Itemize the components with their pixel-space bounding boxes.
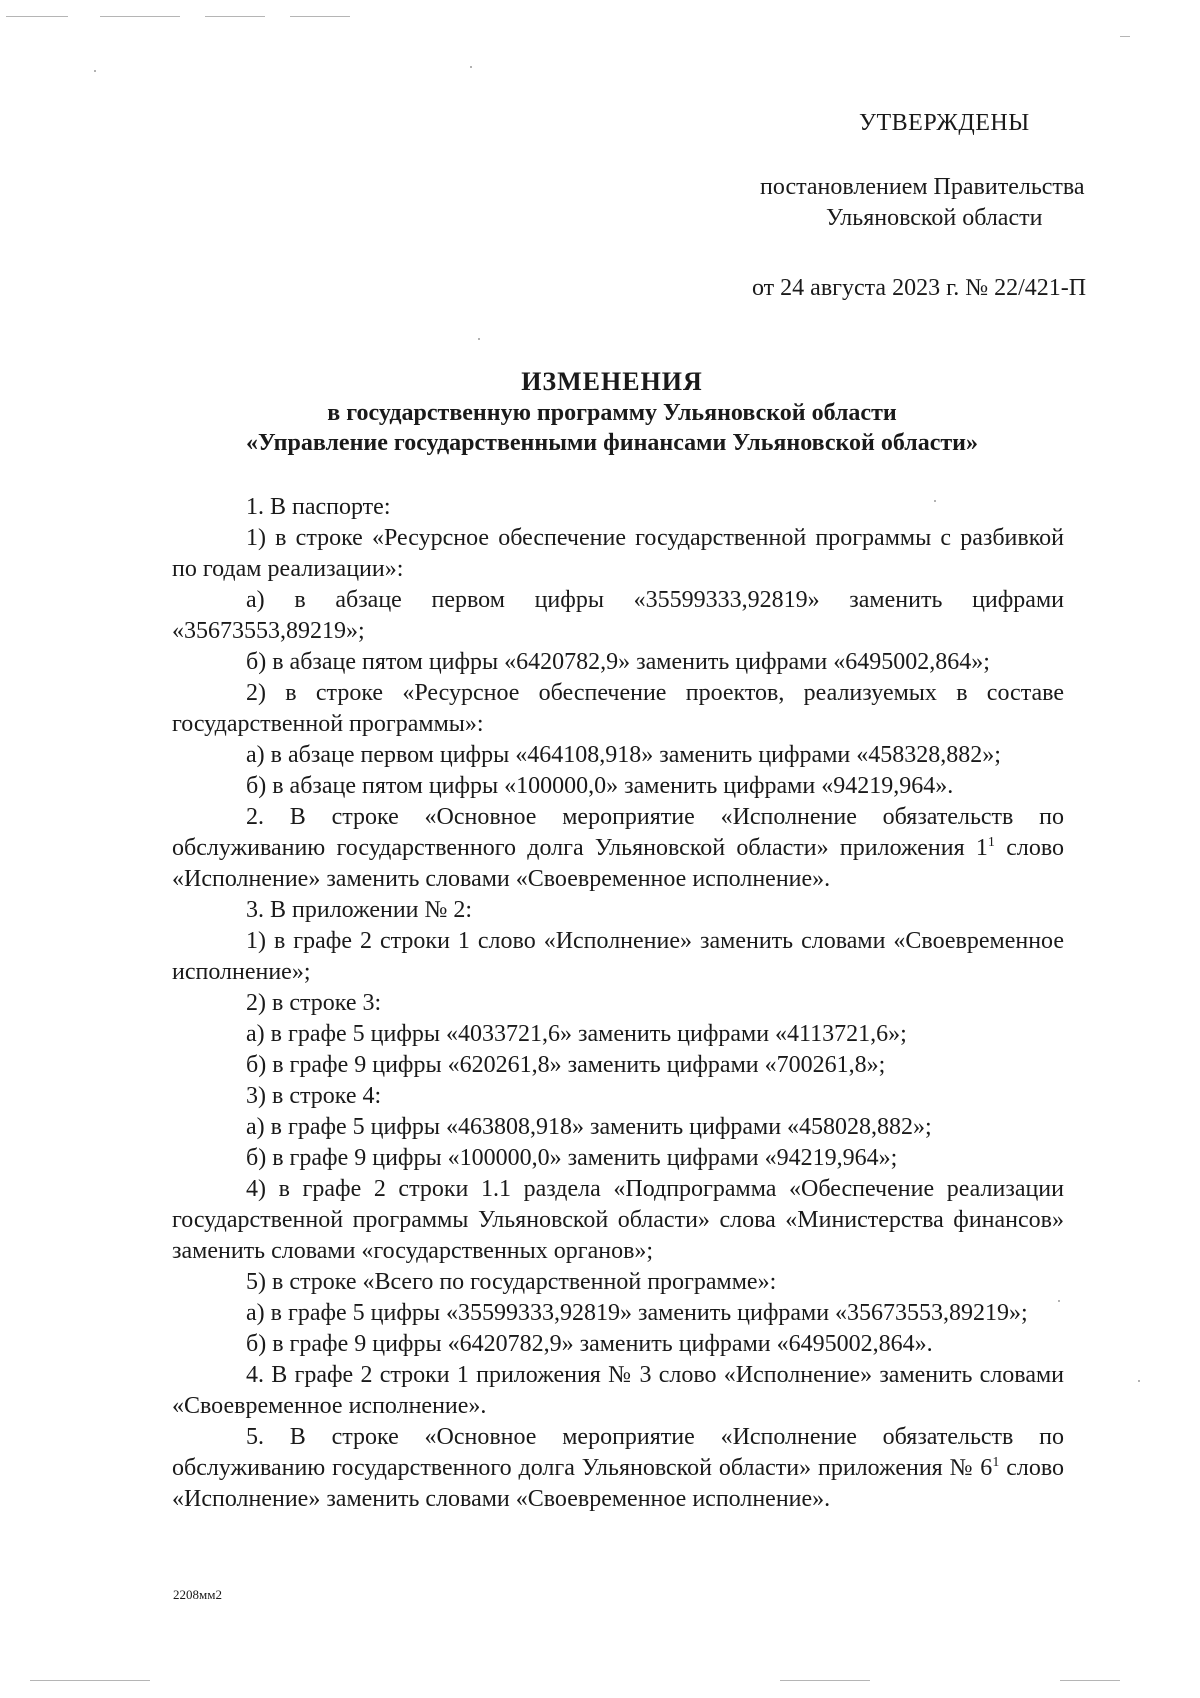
approval-heading: УТВЕРЖДЕНЫ	[859, 110, 1030, 136]
paragraph-text: 5. В строке «Основное мероприятие «Исполнение обязательств по обслуживанию государственного долга Ульяновской области» приложения № 6	[172, 1424, 1064, 1481]
paragraph-text: 2. В строке «Основное мероприятие «Исполнение обязательств по обслуживанию государственного долга Ульяновской области» приложения 1	[172, 804, 1064, 861]
paragraph: а) в графе 5 цифры «35599333,92819» заменить цифрами «35673553,89219»;	[246, 1300, 1028, 1326]
paragraph: 5) в строке «Всего по государственной программе»:	[246, 1269, 777, 1295]
paragraph: а) в графе 5 цифры «4033721,6» заменить цифрами «4113721,6»;	[246, 1021, 907, 1047]
paragraph: 2) в строке 3:	[246, 990, 382, 1016]
footer-code: 2208мм2	[173, 1587, 222, 1602]
paragraph: а) в графе 5 цифры «463808,918» заменить цифрами «458028,882»;	[246, 1114, 932, 1140]
title-line-2: в государственную программу Ульяновской области	[327, 400, 897, 426]
scan-artifact	[100, 16, 180, 17]
scan-artifact	[30, 1680, 150, 1681]
paragraph: б) в абзаце пятом цифры «6420782,9» заменить цифрами «6495002,864»;	[246, 649, 990, 675]
paragraph: б) в графе 9 цифры «6420782,9» заменить цифрами «6495002,864».	[246, 1331, 933, 1357]
paragraph-text: слово «Исполнение» заменить словами «Своевременное исполнение».	[172, 1455, 1065, 1512]
scan-artifact	[6, 16, 68, 17]
paragraph: 1. В паспорте:	[246, 494, 391, 520]
scan-artifact	[1138, 1380, 1140, 1382]
superscript: 1	[987, 835, 995, 850]
scan-artifact	[780, 1680, 870, 1681]
scan-artifact	[478, 338, 480, 340]
scan-artifact	[94, 70, 96, 72]
paragraph: б) в графе 9 цифры «100000,0» заменить цифрами «94219,964»;	[246, 1145, 898, 1171]
superscript: 1	[992, 1455, 1000, 1470]
paragraph: а) в абзаце первом цифры «35599333,92819» заменить цифрами «35673553,89219»;	[172, 587, 1064, 644]
document-title	[160, 366, 1064, 458]
paragraph	[172, 1422, 1064, 1515]
approval-date-number: от 24 августа 2023 г. № 22/421-П	[752, 275, 1087, 301]
paragraph: 1) в графе 2 строки 1 слово «Исполнение» заменить словами «Своевременное исполнение»;	[172, 928, 1064, 985]
paragraph: 3. В приложении № 2:	[246, 897, 473, 923]
scan-artifact	[1120, 36, 1130, 37]
approval-line-2: Ульяновской области	[826, 205, 1043, 231]
document-body	[172, 492, 1064, 1515]
scan-artifact	[205, 16, 265, 17]
paragraph-text: слово «Исполнение» заменить словами «Своевременное исполнение».	[172, 835, 1065, 892]
scan-artifact	[470, 66, 472, 68]
approval-line-1: постановлением Правительства	[760, 174, 1085, 200]
paragraph: 3) в строке 4:	[246, 1083, 382, 1109]
paragraph: б) в абзаце пятом цифры «100000,0» заменить цифрами «94219,964».	[246, 773, 954, 799]
title-main: ИЗМЕНЕНИЯ	[521, 367, 703, 396]
paragraph: 1) в строке «Ресурсное обеспечение государственной программы с разбивкой по годам реализации»:	[172, 525, 1064, 582]
scan-artifact	[290, 16, 350, 17]
scan-artifact	[1060, 1680, 1120, 1681]
paragraph	[172, 802, 1064, 895]
paragraph: 4) в графе 2 строки 1.1 раздела «Подпрограмма «Обеспечение реализации государственной программы Ульяновской области» слова «Министерства финансов» заменить словами «государственных органов»;	[172, 1176, 1064, 1264]
title-line-3: «Управление государственными финансами Ульяновской области»	[246, 430, 978, 456]
paragraph: а) в абзаце первом цифры «464108,918» заменить цифрами «458328,882»;	[246, 742, 1001, 768]
paragraph: 2) в строке «Ресурсное обеспечение проектов, реализуемых в составе государственной программы»:	[172, 680, 1064, 737]
paragraph: б) в графе 9 цифры «620261,8» заменить цифрами «700261,8»;	[246, 1052, 886, 1078]
paragraph: 4. В графе 2 строки 1 приложения № 3 слово «Исполнение» заменить словами «Своевременное исполнение».	[172, 1362, 1064, 1419]
